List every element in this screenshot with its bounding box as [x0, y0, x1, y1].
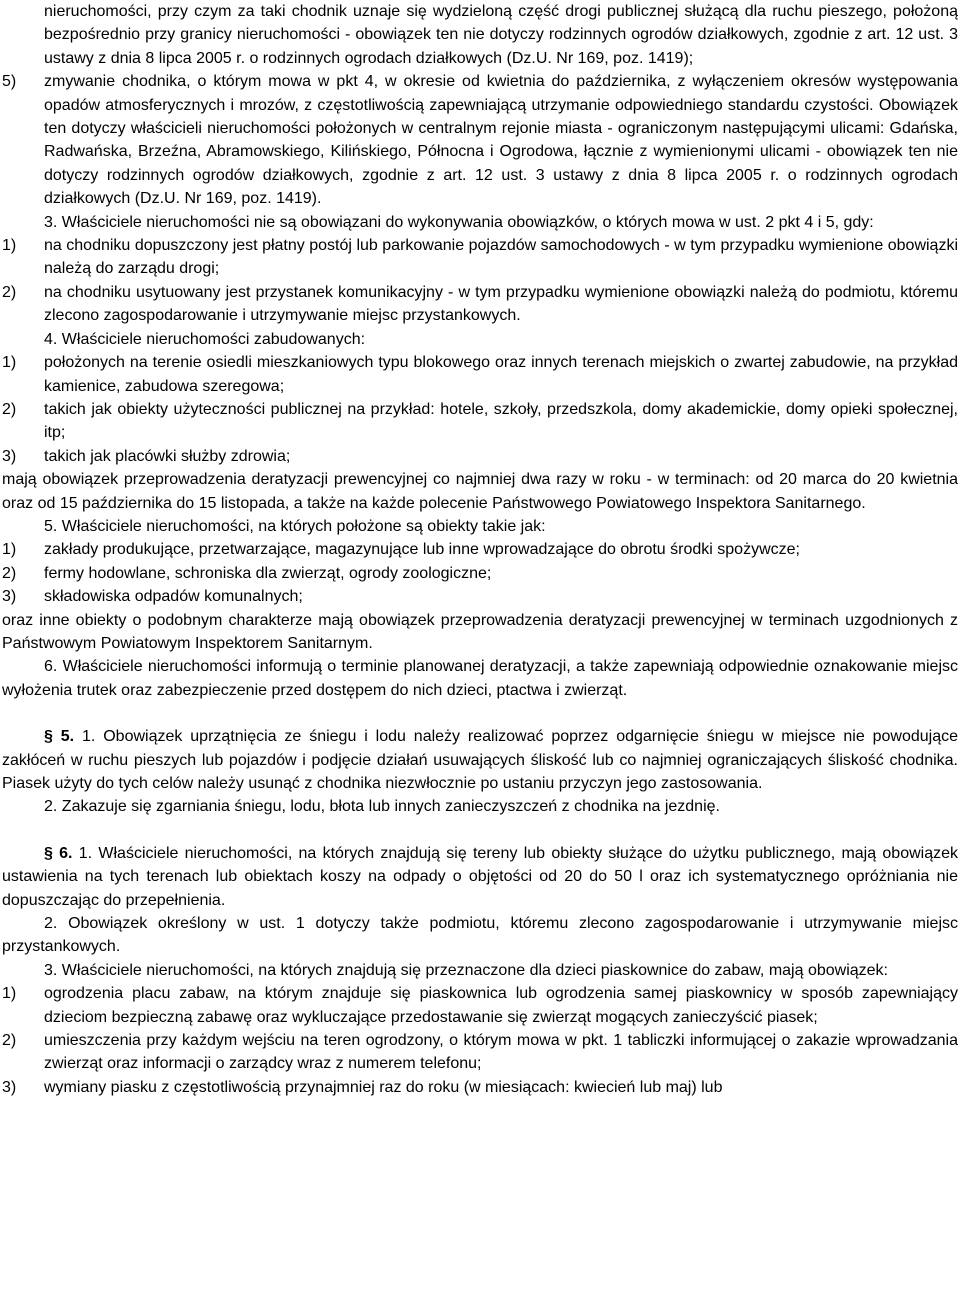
list-item-text: na chodniku dopuszczony jest płatny postój lub parkowanie pojazdów samochodowych - w tym przypadku wymienione obowiązki należą do zarządu drogi; — [44, 237, 958, 278]
list-item-text: wymiany piasku z częstotliwością przynajmniej raz do roku (w miesiącach: kwiecień lub maj) lub — [44, 1078, 723, 1096]
list-item — [2, 281, 958, 328]
list-item-number: 2) — [2, 1032, 17, 1050]
indented-paragraph: 5. Właściciele nieruchomości, na których położone są obiekty takie jak: — [44, 517, 546, 535]
list-item — [2, 70, 958, 210]
list-item-number: 2) — [2, 283, 17, 301]
list-item-text: położonych na terenie osiedli mieszkaniowych typu blokowego oraz innych terenach miejskich o zwartej zabudowie, na przykład kamienice, zabudowa szeregowa; — [44, 354, 958, 395]
section-label: § 5. — [44, 728, 75, 746]
list-item-number — [2, 0, 44, 70]
list-item — [2, 538, 958, 561]
list-item — [2, 234, 958, 281]
list-item — [2, 1029, 958, 1076]
list-item-text: takich jak obiekty użyteczności publicznej na przykład: hotele, szkoły, przedszkola, domy akademickie, domy opieki społecznej, itp; — [44, 400, 958, 442]
list-item-text: na chodniku usytuowany jest przystanek komunikacyjny - w tym przypadku wymienione obowiązki należą do podmiotu, któremu zlecono zagospodarowanie i utrzymywanie miejsc przystankowych. — [44, 283, 958, 325]
section-label: § 6. — [44, 844, 73, 862]
indented-paragraph: 2. Obowiązek określony w ust. 1 dotyczy także podmiotu, któremu zlecono zagospodarowanie i utrzymywanie miejsc przystankowych. — [2, 915, 958, 956]
list-item — [2, 982, 958, 1029]
list-item-text: umieszczenia przy każdym wejściu na teren ogrodzony, o którym mowa w pkt. 1 tabliczki informującej o zakazie wprowadzania zwierząt oraz informacji o zarządcy wraz z numerem telefonu; — [44, 1032, 958, 1073]
indented-paragraph: 4. Właściciele nieruchomości zabudowanych: — [44, 330, 366, 348]
list-item-number: 2) — [2, 564, 17, 582]
indented-paragraph: 3. Właściciele nieruchomości nie są obowiązani do wykonywania obowiązków, o których mowa w ust. 2 pkt 4 i 5, gdy: — [44, 213, 874, 231]
list-item-text: nieruchomości, przy czym za taki chodnik uznaje się wydzieloną część drogi publicznej służącą dla ruchu pieszego, położoną bezpośrednio przy granicy nieruchomości - obowiązek ten nie dotyczy rodzinnych ogrodów działkowych, zgodnie z art. 12 ust. 3 ustawy z dnia 8 lipca 2005 r. o rodzinnych ogrodach działkowych (Dz.U. Nr 169, poz. 1419); — [44, 3, 958, 67]
list-item — [2, 562, 958, 585]
list-item — [2, 398, 958, 445]
indented-paragraph: 2. Zakazuje się zgarniania śniegu, lodu, błota lub innych zanieczyszczeń z chodnika na jezdnię. — [44, 798, 720, 816]
list-item-number: 3) — [2, 447, 17, 465]
section-paragraph — [2, 842, 958, 912]
list-item — [2, 351, 958, 398]
list-item-text: składowiska odpadów komunalnych; — [44, 588, 303, 606]
paragraph: oraz inne obiekty o podobnym charakterze mają obowiązek przeprowadzenia deratyzacji prewencyjnej w terminach uzgodnionych z Państwowym Powiatowym Inspektorem Sanitarnym. — [2, 611, 958, 652]
list-item-number: 3) — [2, 588, 17, 606]
paragraph: mają obowiązek przeprowadzenia deratyzacji prewencyjnej co najmniej dwa razy w roku - w terminach: od 20 marca do 20 kwietnia oraz od 15 października do 15 listopada, a także na każde polecenie Państwowego Powiatowego Inspektora Sanitarnego. — [2, 471, 958, 512]
section-text: 1. Obowiązek uprzątnięcia ze śniegu i lodu należy realizować poprzez odgarnięcie śniegu w miejsce nie powodujące zakłóceń w ruchu pieszych lub pojazdów i podjęcie działań usuwających śliskość lub co najmniej ograniczających śliskość chodnika. Piasek użyty do tych celów należy usunąć z chodnika niezwłocznie po ustaniu przyczyn jego zastosowania. — [2, 728, 959, 792]
list-item — [2, 445, 958, 468]
list-item-text: fermy hodowlane, schroniska dla zwierząt, ogrody zoologiczne; — [44, 564, 492, 582]
section-text: 1. Właściciele nieruchomości, na których znajdują się tereny lub obiekty służące do użytku publicznego, mają obowiązek ustawienia na tych terenach lub obiektach koszy na odpady o objętości od 20 do 50 l oraz ich systematycznego opróżniania nie dopuszczając do przepełnienia. — [2, 844, 959, 909]
list-item — [2, 585, 958, 608]
list-item-number: 2) — [2, 400, 17, 418]
list-item-text: zmywanie chodnika, o którym mowa w pkt 4, w okresie od kwietnia do października, z wyłączeniem okresów występowania opadów atmosferycznych i mrozów, z częstotliwością zapewniającą utrzymanie odpowiedniego standardu czystości. Obowiązek ten dotyczy właścicieli nieruchomości położonych w centralnym rejonie miasta - ograniczonym następującymi ulicami: Gdańska, Radwańska, Brzeźna, Abramowskiego, Kilińskiego, Północna i Ogrodowa, łącznie z wymienionymi ulicami - obowiązek ten nie dotyczy rodzinnych ogrodów działkowych, zgodnie z art. 12 ust. 3 ustawy z dnia 8 lipca 2005 r. o rodzinnych ogrodach działkowych (Dz.U. Nr 169, poz. 1419). — [44, 73, 958, 208]
list-item — [2, 1076, 958, 1099]
list-item-number: 1) — [2, 354, 17, 372]
list-item — [2, 0, 958, 70]
indented-paragraph: 6. Właściciele nieruchomości informują o terminie planowanej deratyzacji, a także zapewniają odpowiednie oznakowanie miejsc wyłożenia trutek oraz zabezpieczenie przed dostępem do nich dzieci, ptactwa i zwierząt. — [2, 658, 958, 699]
list-item-text: zakłady produkujące, przetwarzające, magazynujące lub inne wprowadzające do obrotu środki spożywcze; — [44, 541, 800, 559]
list-item-text: takich jak placówki służby zdrowia; — [44, 447, 291, 465]
list-item-number: 1) — [2, 237, 17, 255]
list-item-number: 1) — [2, 985, 17, 1003]
list-item-number: 1) — [2, 541, 17, 559]
section-spacer — [2, 702, 958, 725]
list-item-number: 3) — [2, 1078, 17, 1096]
section-paragraph — [2, 725, 958, 795]
indented-paragraph: 3. Właściciele nieruchomości, na których znajdują się przeznaczone dla dzieci piaskownice do zabaw, mają obowiązek: — [44, 961, 888, 979]
list-item-text: ogrodzenia placu zabaw, na którym znajduje się piaskownica lub ogrodzenia samej piaskownicy w sposób zapewniający dzieciom bezpieczną zabawę oraz wykluczające przedostawanie się zwierząt mogących zanieczyścić piasek; — [44, 985, 958, 1026]
list-item-number: 5) — [2, 73, 17, 91]
section-spacer — [2, 819, 958, 842]
